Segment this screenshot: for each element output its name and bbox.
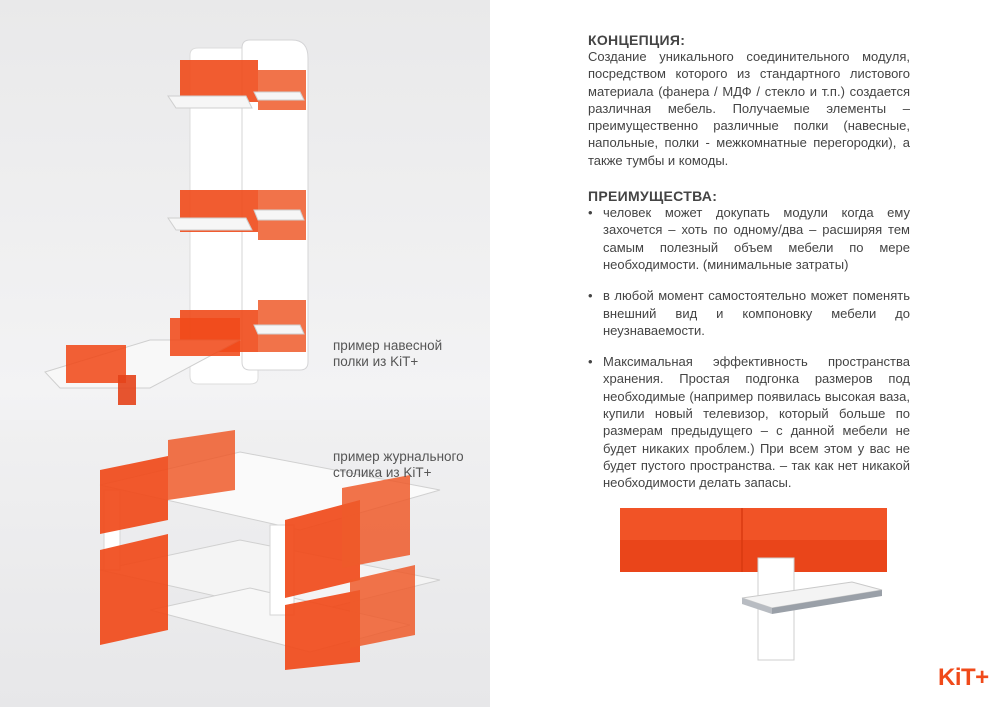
advantage-item (588, 287, 910, 339)
advantage-text: человек может докупать модули когда ему захочется – хоть по одному/два – расширяя тем самым полезный объем мебели по мере необходимости. (минимальные затраты) (603, 205, 910, 272)
wall-shelf-illustration (0, 0, 330, 420)
connector-module-illustration (612, 500, 902, 675)
bullet-icon: • (588, 205, 593, 221)
coffee-table-caption (333, 449, 464, 481)
coffee-table-caption-line-2: столика из KiT+ (333, 465, 432, 480)
advantage-item (588, 204, 910, 273)
concept-heading: КОНЦЕПЦИЯ: (588, 32, 686, 48)
concept-text: Создание уникального соединительного модуля, посредством которого из стандартного листового материала (фанера / МДФ / стекло и т.п.) создается различная мебель. Получаемые элементы – преимущественно различные полки (навесные, напольные, полки - межкомнатные перегородки), а также тумбы и комоды. (588, 49, 910, 168)
advantages-list (588, 204, 910, 491)
wall-shelf-caption-line-1: пример навесной (333, 338, 443, 353)
bullet-icon: • (588, 288, 593, 304)
coffee-table-caption-line-1: пример журнального (333, 449, 464, 464)
advantage-item (588, 353, 910, 491)
wall-shelf-caption (333, 338, 442, 370)
bullet-icon: • (588, 354, 593, 370)
wall-shelf-caption-line-2: полки из KiT+ (333, 354, 419, 369)
advantage-text: в любой момент самостоятельно может поменять внешний вид и компоновку мебели до неузнаваемости. (603, 288, 910, 338)
description-column (588, 32, 910, 506)
advantage-text: Максимальная эффективность пространства хранения. Простая подгонка размеров под необходимые (например появилась высокая ваза, купили новый телевизор, который больше по размерам предыдущего – с данной мебели не будет никаких проблем.) При всем этом у вас не будет пустого пространства. – так как нет никакой необходимости делать запасы. (603, 354, 910, 491)
advantages-heading: ПРЕИМУЩЕСТВА: (588, 188, 718, 205)
kit-logo: KiT+ (938, 664, 989, 691)
